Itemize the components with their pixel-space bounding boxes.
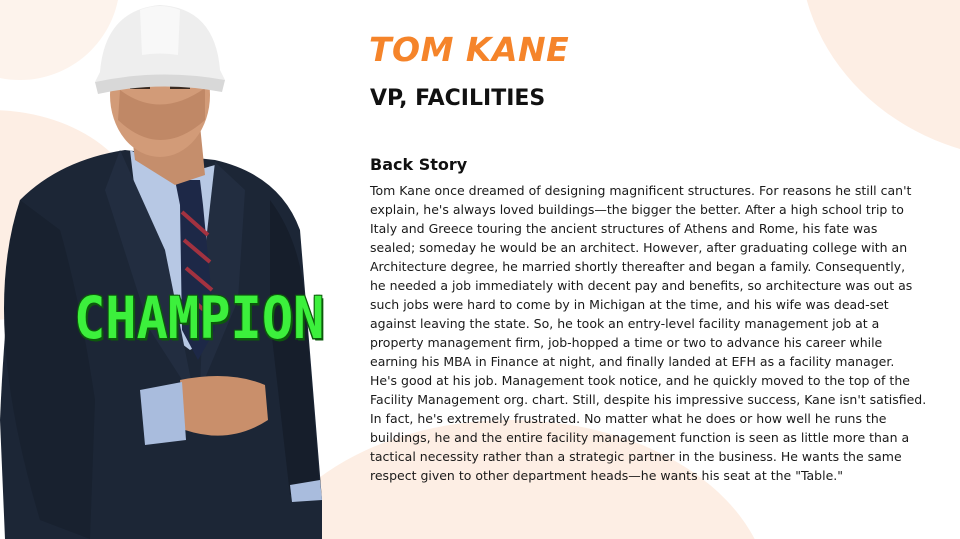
hard-hat-man-icon <box>0 0 340 539</box>
story-line: against leaving the state. So, he took an entry-level facility management job at a <box>370 316 880 331</box>
portrait-image <box>0 0 340 539</box>
story-line: He's good at his job. Management took notice, and he quickly moved to the top of the <box>370 373 910 388</box>
story-line: sealed; someday he would be an architect. However, after graduating college with an <box>370 240 908 255</box>
story-line: tactical necessity rather than a strategic partner in the business. He wants the same <box>370 449 902 464</box>
story-line: Architecture degree, he married shortly thereafter and began a family. Consequently, <box>370 259 906 274</box>
story-line: respect given to other department heads—he wants his seat at the "Table." <box>370 468 843 483</box>
persona-title: VP, FACILITIES <box>370 86 546 111</box>
story-line: Facility Management org. chart. Still, despite his impressive success, Kane isn't satisfied. <box>370 392 927 407</box>
story-line: Tom Kane once dreamed of designing magnificent structures. For reasons he still can't <box>370 183 912 198</box>
story-line: he needed a job immediately with decent pay and benefits, so architecture was out as <box>370 278 913 293</box>
back-story-heading: Back Story <box>370 155 468 174</box>
background-shape <box>800 0 960 160</box>
back-story-text <box>370 181 927 485</box>
story-line: buildings, he and the entire facility management function is seen as little more than a <box>370 430 910 445</box>
story-line: earning his MBA in Finance at night, and finally landed at EFH as a facility manager. <box>370 354 895 369</box>
story-line: property management firm, job-hopped a time or two to advance his career while <box>370 335 883 350</box>
story-line: explain, he's always loved buildings—the bigger the better. After a high school trip to <box>370 202 904 217</box>
story-line: Italy and Greece touring the ancient structures of Athens and Rome, his fate was <box>370 221 878 236</box>
champion-badge: CHAMPION <box>74 285 325 353</box>
persona-name: TOM KANE <box>369 30 570 69</box>
story-line: In fact, he's extremely frustrated. No matter what he does or how well he runs the <box>370 411 887 426</box>
story-line: such jobs were hard to come by in Michigan at the time, and his wife was dead-set <box>370 297 889 312</box>
